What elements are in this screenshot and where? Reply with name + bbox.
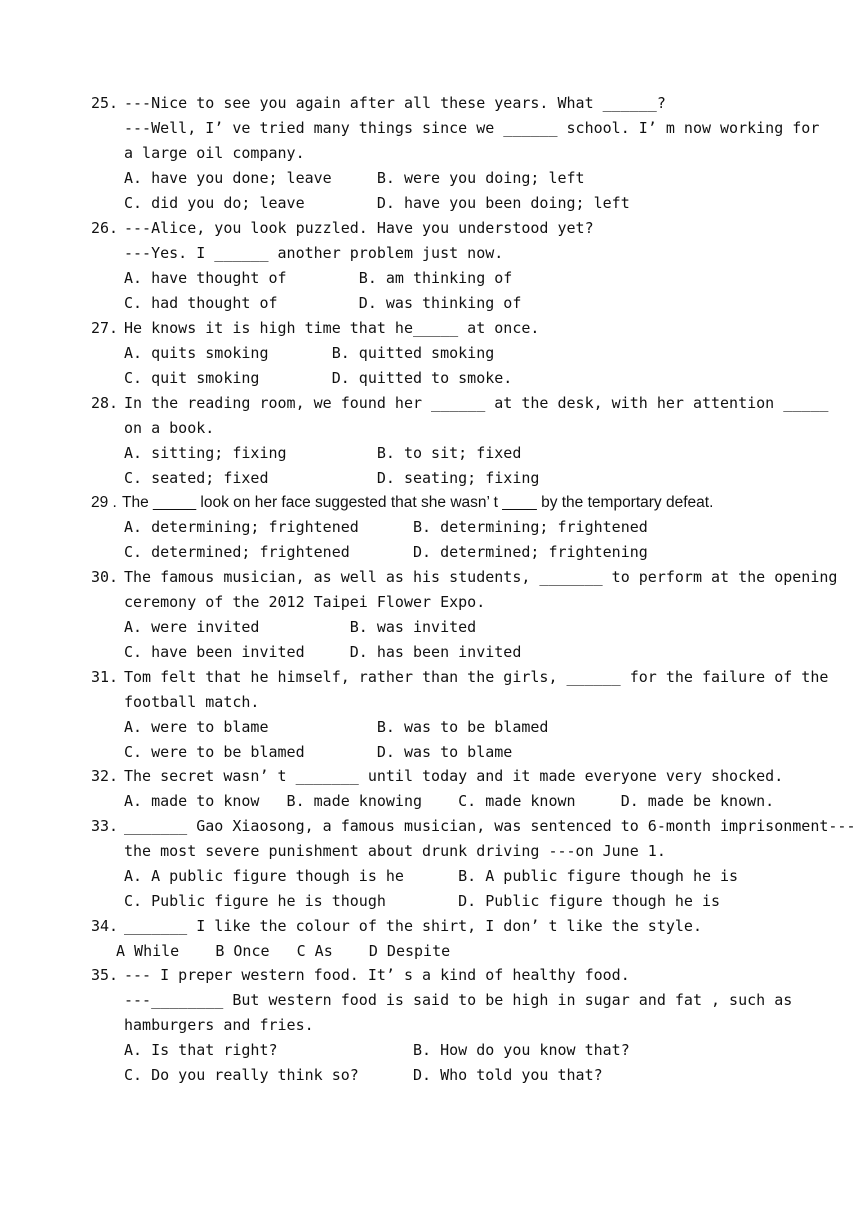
question-number: 33. <box>91 817 119 835</box>
answer-options: A. sitting; fixing B. to sit; fixed <box>124 444 522 462</box>
answer-options: C. had thought of D. was thinking of <box>124 294 522 312</box>
answer-options: A. A public figure though is he B. A public figure though he is <box>124 867 739 885</box>
answer-options: C. have been invited D. has been invited <box>124 643 522 661</box>
question-stem: ---Alice, you look puzzled. Have you understood yet? <box>124 219 594 237</box>
answer-options: A. made to know B. made knowing C. made known D. made be known. <box>124 792 775 810</box>
answer-options: C. seated; fixed D. seating; fixing <box>124 469 540 487</box>
question-stem: Tom felt that he himself, rather than the girls, ______ for the failure of the <box>124 668 829 686</box>
answer-options: A. were invited B. was invited <box>124 618 477 636</box>
answer-options: C. did you do; leave D. have you been doing; left <box>124 194 630 212</box>
question-stem: The famous musician, as well as his students, _______ to perform at the opening <box>124 568 838 586</box>
question-stem: football match. <box>124 693 260 711</box>
question-number: 25. <box>91 94 119 112</box>
question-stem: ---________ But western food is said to be high in sugar and fat , such as <box>124 991 793 1009</box>
question-number: 32. <box>91 767 119 785</box>
question-stem: ceremony of the 2012 Taipei Flower Expo. <box>124 593 486 611</box>
question-stem: --- I preper western food. It’ s a kind of healthy food. <box>124 966 630 984</box>
answer-options: A. quits smoking B. quitted smoking <box>124 344 495 362</box>
question-number: 29 . <box>91 494 117 511</box>
answer-options: C. were to be blamed D. was to blame <box>124 743 513 761</box>
answer-options: C. Do you really think so? D. Who told you that? <box>124 1066 603 1084</box>
question-number: 35. <box>91 966 119 984</box>
question-stem: The _____ look on her face suggested that she wasn’ t ____ by the temportary defeat. <box>122 494 714 511</box>
question-number: 28. <box>91 394 119 412</box>
answer-options: C. Public figure he is though D. Public figure though he is <box>124 892 721 910</box>
answer-options: C. determined; frightened D. determined; frightening <box>124 543 648 561</box>
question-number: 26. <box>91 219 119 237</box>
question-number: 30. <box>91 568 119 586</box>
question-number: 34. <box>91 917 119 935</box>
question-stem: a large oil company. <box>124 144 305 162</box>
answer-options: C. quit smoking D. quitted to smoke. <box>124 369 513 387</box>
question-stem: _______ I like the colour of the shirt, I don’ t like the style. <box>124 917 702 935</box>
question-stem: The secret wasn’ t _______ until today and it made everyone very shocked. <box>124 767 784 785</box>
question-stem: ---Well, I’ ve tried many things since we ______ school. I’ m now working for <box>124 119 820 137</box>
answer-options: A. Is that right? B. How do you know that? <box>124 1041 630 1059</box>
question-stem: He knows it is high time that he_____ at once. <box>124 319 540 337</box>
question-stem: In the reading room, we found her ______ at the desk, with her attention _____ <box>124 394 829 412</box>
answer-options: A. were to blame B. was to be blamed <box>124 718 549 736</box>
question-stem: _______ Gao Xiaosong, a famous musician, was sentenced to 6-month imprisonment--- <box>124 817 856 835</box>
question-number: 31. <box>91 668 119 686</box>
question-stem: on a book. <box>124 419 215 437</box>
question-stem: hamburgers and fries. <box>124 1016 314 1034</box>
question-stem: the most severe punishment about drunk driving ---on June 1. <box>124 842 666 860</box>
question-stem: ---Yes. I ______ another problem just now. <box>124 244 504 262</box>
answer-options: A. have you done; leave B. were you doing; left <box>124 169 585 187</box>
question-number: 27. <box>91 319 119 337</box>
answer-options: A. determining; frightened B. determining; frightened <box>124 518 648 536</box>
answer-options: A While B Once C As D Despite <box>116 942 451 960</box>
answer-options: A. have thought of B. am thinking of <box>124 269 513 287</box>
question-stem: ---Nice to see you again after all these years. What ______? <box>124 94 666 112</box>
